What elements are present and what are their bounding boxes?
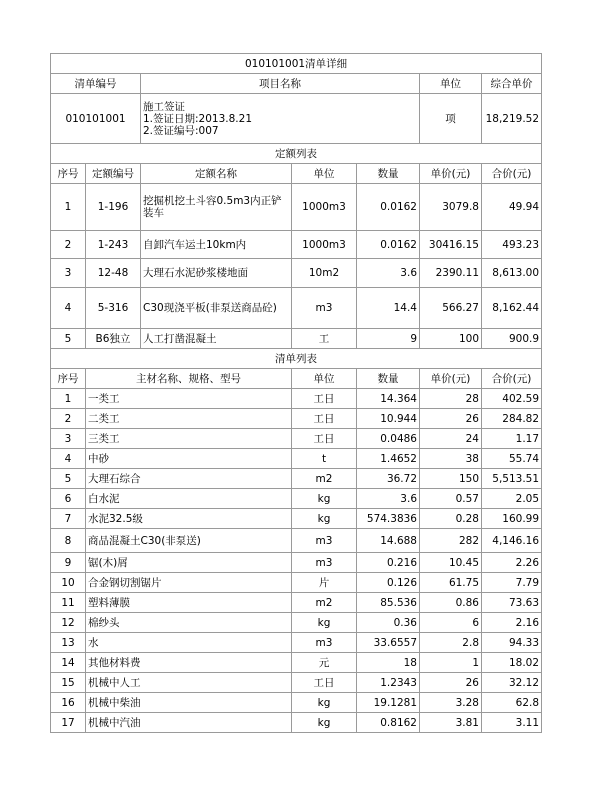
quota-row — [51, 184, 542, 231]
material-name: 大理石综合 — [86, 469, 292, 489]
quota-price: 30416.15 — [420, 231, 482, 259]
material-row — [51, 573, 542, 593]
material-no: 12 — [51, 613, 86, 633]
material-row — [51, 673, 542, 693]
material-unit: 工日 — [292, 409, 357, 429]
material-row — [51, 633, 542, 653]
material-unit: kg — [292, 613, 357, 633]
quota-name: 自卸汽车运土10km内 — [141, 231, 292, 259]
material-row — [51, 653, 542, 673]
material-row — [51, 593, 542, 613]
quota-price: 100 — [420, 329, 482, 349]
quota-total: 900.9 — [482, 329, 542, 349]
material-unit: 工日 — [292, 673, 357, 693]
quota-code: 5-316 — [86, 288, 141, 329]
material-price: 3.28 — [420, 693, 482, 713]
quota-no-header: 序号 — [51, 164, 86, 184]
material-qty: 33.6557 — [357, 633, 420, 653]
material-no: 2 — [51, 409, 86, 429]
material-total: 3.11 — [482, 713, 542, 733]
quota-section-row — [51, 144, 542, 164]
quota-name-header: 定额名称 — [141, 164, 292, 184]
material-price: 10.45 — [420, 553, 482, 573]
material-no: 14 — [51, 653, 86, 673]
quota-price-header: 单价(元) — [420, 164, 482, 184]
material-price-header: 单价(元) — [420, 369, 482, 389]
material-unit: 工日 — [292, 429, 357, 449]
material-no: 1 — [51, 389, 86, 409]
quota-qty: 9 — [357, 329, 420, 349]
material-price: 282 — [420, 529, 482, 553]
material-unit: m2 — [292, 593, 357, 613]
material-total: 94.33 — [482, 633, 542, 653]
material-row — [51, 409, 542, 429]
material-unit: m3 — [292, 529, 357, 553]
quota-total: 8,613.00 — [482, 259, 542, 288]
material-total: 18.02 — [482, 653, 542, 673]
material-unit: m2 — [292, 469, 357, 489]
material-row — [51, 429, 542, 449]
quota-total: 49.94 — [482, 184, 542, 231]
quota-code-header: 定额编号 — [86, 164, 141, 184]
quota-name: C30现浇平板(非泵送商品砼) — [141, 288, 292, 329]
material-qty: 18 — [357, 653, 420, 673]
quota-row — [51, 231, 542, 259]
material-name: 棉纱头 — [86, 613, 292, 633]
quota-price: 566.27 — [420, 288, 482, 329]
material-price: 0.86 — [420, 593, 482, 613]
quota-qty: 3.6 — [357, 259, 420, 288]
quota-total: 493.23 — [482, 231, 542, 259]
quota-unit: m3 — [292, 288, 357, 329]
material-unit: kg — [292, 713, 357, 733]
material-qty: 85.536 — [357, 593, 420, 613]
page-title: 010101001清单详细 — [51, 54, 542, 74]
material-qty: 0.126 — [357, 573, 420, 593]
material-row — [51, 529, 542, 553]
material-price: 0.28 — [420, 509, 482, 529]
quota-header-row — [51, 164, 542, 184]
material-name: 二类工 — [86, 409, 292, 429]
material-unit: kg — [292, 489, 357, 509]
material-unit: t — [292, 449, 357, 469]
bill-unit: 项 — [420, 94, 482, 144]
bill-price-header: 综合单价 — [482, 74, 542, 94]
material-no: 8 — [51, 529, 86, 553]
material-qty: 1.4652 — [357, 449, 420, 469]
material-no: 5 — [51, 469, 86, 489]
material-no: 4 — [51, 449, 86, 469]
material-name: 商品混凝土C30(非泵送) — [86, 529, 292, 553]
material-row — [51, 553, 542, 573]
material-no: 9 — [51, 553, 86, 573]
material-name: 水泥32.5级 — [86, 509, 292, 529]
material-unit: kg — [292, 509, 357, 529]
material-no: 3 — [51, 429, 86, 449]
quota-unit: 10m2 — [292, 259, 357, 288]
quota-no: 4 — [51, 288, 86, 329]
quota-qty: 0.0162 — [357, 231, 420, 259]
material-price: 2.8 — [420, 633, 482, 653]
quota-total: 8,162.44 — [482, 288, 542, 329]
quota-no: 5 — [51, 329, 86, 349]
title-row — [51, 54, 542, 74]
material-unit: kg — [292, 693, 357, 713]
quota-name: 大理石水泥砂浆楼地面 — [141, 259, 292, 288]
quota-qty: 14.4 — [357, 288, 420, 329]
quota-name: 人工打凿混凝土 — [141, 329, 292, 349]
bill-name: 施工签证 1.签证日期:2013.8.21 2.签证编号:007 — [141, 94, 420, 144]
quota-name: 挖掘机挖土斗容0.5m3内正铲装车 — [141, 184, 292, 231]
material-name: 机械中汽油 — [86, 713, 292, 733]
material-qty: 1.2343 — [357, 673, 420, 693]
bill-price: 18,219.52 — [482, 94, 542, 144]
material-name: 白水泥 — [86, 489, 292, 509]
material-total: 160.99 — [482, 509, 542, 529]
quota-code: 1-243 — [86, 231, 141, 259]
material-total: 5,513.51 — [482, 469, 542, 489]
quota-price: 3079.8 — [420, 184, 482, 231]
material-total: 1.17 — [482, 429, 542, 449]
material-price: 24 — [420, 429, 482, 449]
material-unit-header: 单位 — [292, 369, 357, 389]
material-price: 26 — [420, 673, 482, 693]
material-qty: 3.6 — [357, 489, 420, 509]
material-name: 锯(木)屑 — [86, 553, 292, 573]
material-total-header: 合价(元) — [482, 369, 542, 389]
quota-row — [51, 329, 542, 349]
material-price: 150 — [420, 469, 482, 489]
quota-code: 1-196 — [86, 184, 141, 231]
bill-row — [51, 94, 542, 144]
quota-no: 2 — [51, 231, 86, 259]
material-total: 402.59 — [482, 389, 542, 409]
material-row — [51, 389, 542, 409]
quota-unit: 1000m3 — [292, 231, 357, 259]
material-total: 2.26 — [482, 553, 542, 573]
quota-row — [51, 259, 542, 288]
material-row — [51, 613, 542, 633]
material-qty: 10.944 — [357, 409, 420, 429]
material-row — [51, 469, 542, 489]
material-no: 10 — [51, 573, 86, 593]
material-no-header: 序号 — [51, 369, 86, 389]
material-total: 2.16 — [482, 613, 542, 633]
material-unit: 工日 — [292, 389, 357, 409]
material-row — [51, 449, 542, 469]
material-name-header: 主材名称、规格、型号 — [86, 369, 292, 389]
quota-qty: 0.0162 — [357, 184, 420, 231]
material-unit: m3 — [292, 553, 357, 573]
quota-row — [51, 288, 542, 329]
material-unit: 元 — [292, 653, 357, 673]
quota-unit-header: 单位 — [292, 164, 357, 184]
material-name: 机械中柴油 — [86, 693, 292, 713]
material-name: 合金钢切割锯片 — [86, 573, 292, 593]
material-qty: 0.36 — [357, 613, 420, 633]
material-qty-header: 数量 — [357, 369, 420, 389]
material-no: 6 — [51, 489, 86, 509]
material-price: 0.57 — [420, 489, 482, 509]
material-qty: 0.8162 — [357, 713, 420, 733]
material-name: 其他材料费 — [86, 653, 292, 673]
quota-total-header: 合价(元) — [482, 164, 542, 184]
material-section-title: 清单列表 — [51, 349, 542, 369]
material-total: 4,146.16 — [482, 529, 542, 553]
bill-unit-header: 单位 — [420, 74, 482, 94]
material-name: 机械中人工 — [86, 673, 292, 693]
material-price: 61.75 — [420, 573, 482, 593]
material-no: 13 — [51, 633, 86, 653]
material-price: 38 — [420, 449, 482, 469]
material-name: 一类工 — [86, 389, 292, 409]
material-no: 15 — [51, 673, 86, 693]
material-row — [51, 693, 542, 713]
material-no: 11 — [51, 593, 86, 613]
material-header-row — [51, 369, 542, 389]
material-name: 水 — [86, 633, 292, 653]
material-total: 32.12 — [482, 673, 542, 693]
material-row — [51, 489, 542, 509]
bill-code: 010101001 — [51, 94, 141, 144]
bill-detail-table — [50, 53, 542, 733]
material-price: 6 — [420, 613, 482, 633]
material-total: 62.8 — [482, 693, 542, 713]
material-no: 17 — [51, 713, 86, 733]
material-name: 中砂 — [86, 449, 292, 469]
material-price: 1 — [420, 653, 482, 673]
material-price: 26 — [420, 409, 482, 429]
material-no: 7 — [51, 509, 86, 529]
material-price: 28 — [420, 389, 482, 409]
material-total: 55.74 — [482, 449, 542, 469]
quota-price: 2390.11 — [420, 259, 482, 288]
material-row — [51, 713, 542, 733]
quota-code: B6独立 — [86, 329, 141, 349]
material-total: 73.63 — [482, 593, 542, 613]
material-qty: 19.1281 — [357, 693, 420, 713]
bill-code-header: 清单编号 — [51, 74, 141, 94]
bill-name-header: 项目名称 — [141, 74, 420, 94]
quota-no: 1 — [51, 184, 86, 231]
material-qty: 36.72 — [357, 469, 420, 489]
quota-unit: 1000m3 — [292, 184, 357, 231]
quota-section-title: 定额列表 — [51, 144, 542, 164]
material-section-row — [51, 349, 542, 369]
material-total: 284.82 — [482, 409, 542, 429]
material-qty: 574.3836 — [357, 509, 420, 529]
bill-header-row — [51, 74, 542, 94]
material-row — [51, 509, 542, 529]
quota-unit: 工 — [292, 329, 357, 349]
material-no: 16 — [51, 693, 86, 713]
material-price: 3.81 — [420, 713, 482, 733]
material-qty: 14.364 — [357, 389, 420, 409]
quota-qty-header: 数量 — [357, 164, 420, 184]
material-unit: m3 — [292, 633, 357, 653]
quota-no: 3 — [51, 259, 86, 288]
material-qty: 14.688 — [357, 529, 420, 553]
material-name: 塑料薄膜 — [86, 593, 292, 613]
material-total: 2.05 — [482, 489, 542, 509]
quota-code: 12-48 — [86, 259, 141, 288]
material-qty: 0.0486 — [357, 429, 420, 449]
material-qty: 0.216 — [357, 553, 420, 573]
material-total: 7.79 — [482, 573, 542, 593]
material-name: 三类工 — [86, 429, 292, 449]
material-unit: 片 — [292, 573, 357, 593]
